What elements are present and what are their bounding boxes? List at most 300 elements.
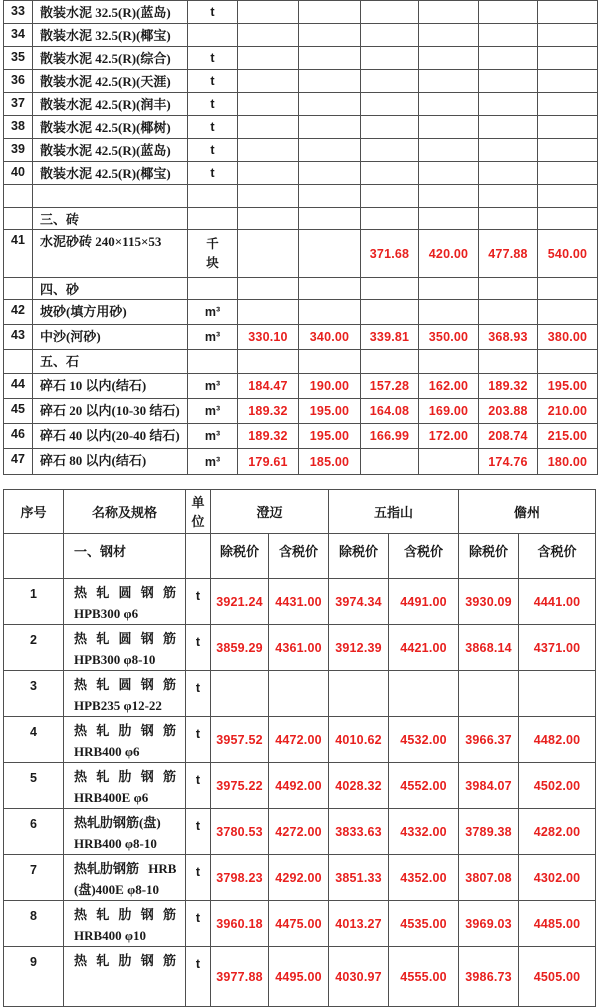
price-cell [479,300,538,325]
price-cell [299,350,361,374]
price-cell: 4492.00 [269,763,329,809]
price-cell: 350.00 [419,325,479,350]
unit-cell [188,300,238,325]
price-cell: 157.28 [361,374,419,399]
unit-label: m³ [204,379,221,393]
steel-name-cell [64,671,186,717]
unit-cell [188,399,238,424]
row-number-cell: 35 [4,47,33,70]
price-cell [419,1,479,24]
price-cell: 4472.00 [269,717,329,763]
price-cell: 477.88 [479,230,538,278]
steel-name-cell [64,763,186,809]
material-row [4,116,598,139]
material-name-cell: 散装水泥 32.5(R)(椰宝) [33,24,188,47]
price-cell: 3912.39 [329,625,389,671]
material-name-cell: 碎石 10 以内(结石) [33,374,188,399]
price-cell [419,185,479,208]
steel-name-line2: HPB300 φ6 [74,606,139,621]
price-cell: 185.00 [299,449,361,475]
steel-name-line1: 热 轧 肋 钢 筋 [74,953,177,968]
price-cell [299,139,361,162]
material-row [4,399,598,424]
steel-row [4,625,596,671]
price-cell: 420.00 [419,230,479,278]
price-cell [538,278,598,300]
price-cell: 4028.32 [329,763,389,809]
material-name-cell: 碎石 20 以内(10-30 结石) [33,399,188,424]
price-cell: 174.76 [479,449,538,475]
section-label-steel: 一、钢材 [64,534,186,579]
price-cell: 3986.73 [459,947,519,1007]
price-cell [238,70,299,93]
row-number-cell: 38 [4,116,33,139]
material-name-cell: 中沙(河砂) [33,325,188,350]
price-cell: 339.81 [361,325,419,350]
price-cell [479,116,538,139]
price-cell [519,671,596,717]
row-number-cell: 1 [4,579,64,625]
price-cell: 4535.00 [389,901,459,947]
steel-name-line1: 热 轧 肋 钢 筋 [74,907,177,922]
price-cell [299,70,361,93]
price-cell [538,139,598,162]
header-price-incl-tax: 含税价 [269,534,329,579]
material-row [4,230,598,278]
price-cell: 368.93 [479,325,538,350]
header-city-chengmai: 澄迈 [211,490,329,534]
price-cell: 380.00 [538,325,598,350]
steel-name-line1: 热 轧 圆 钢 筋 [74,585,177,600]
price-cell [238,278,299,300]
price-cell [538,350,598,374]
steel-name-line2: HRB400 φ6 [74,744,140,759]
section-row [4,208,598,230]
header-unit-label: 单位 [191,494,205,529]
price-cell [419,116,479,139]
price-cell [361,1,419,24]
price-cell [361,300,419,325]
price-cell: 203.88 [479,399,538,424]
price-cell: 4282.00 [519,809,596,855]
price-cell [538,300,598,325]
row-number-cell: 4 [4,717,64,763]
material-name-cell [33,185,188,208]
price-cell [299,24,361,47]
row-number-cell [4,350,33,374]
price-cell: 4371.00 [519,625,596,671]
price-cell: 210.00 [538,399,598,424]
price-cell [419,139,479,162]
header-unit [186,490,211,534]
unit-label: t [210,166,215,180]
material-name-cell: 碎石 80 以内(结石) [33,449,188,475]
unit-label: t [210,143,215,157]
price-cell: 4013.27 [329,901,389,947]
price-cell: 3960.18 [211,901,269,947]
price-cell: 3969.03 [459,901,519,947]
row-number-cell: 43 [4,325,33,350]
material-row [4,93,598,116]
unit-label: t [210,51,215,65]
price-cell [238,1,299,24]
price-cell: 4505.00 [519,947,596,1007]
section-row [4,278,598,300]
header-row-price-types [4,534,596,579]
price-cell: 3780.53 [211,809,269,855]
header-price-excl-tax: 除税价 [211,534,269,579]
price-cell [361,24,419,47]
price-cell [479,278,538,300]
price-cell [238,162,299,185]
unit-cell [188,1,238,24]
price-cell: 3975.22 [211,763,269,809]
steel-name-line1: 热轧肋钢筋 HRB [74,861,177,876]
price-cell [361,350,419,374]
price-cell [269,671,329,717]
unit-cell [188,278,238,300]
price-cell: 3807.08 [459,855,519,901]
material-row [4,139,598,162]
row-number-cell: 2 [4,625,64,671]
steel-row [4,671,596,717]
row-number-cell: 36 [4,70,33,93]
price-cell [538,208,598,230]
steel-name-cell [64,855,186,901]
material-name-cell: 散装水泥 42.5(R)(润丰) [33,93,188,116]
unit-label: m³ [204,404,221,418]
price-cell [361,116,419,139]
material-row [4,47,598,70]
row-number-cell: 8 [4,901,64,947]
steel-name-line1: 热 轧 圆 钢 筋 [74,677,177,692]
unit-label: m³ [204,429,221,443]
price-cell: 4491.00 [389,579,459,625]
header-name-spec: 名称及规格 [64,490,186,534]
unit-cell: t [186,579,211,625]
price-cell: 4502.00 [519,763,596,809]
unit-cell [188,139,238,162]
price-cell: 3984.07 [459,763,519,809]
price-cell [538,162,598,185]
row-number-cell: 40 [4,162,33,185]
section-label-cell: 四、砂 [33,278,188,300]
material-name-cell: 散装水泥 42.5(R)(椰树) [33,116,188,139]
steel-name-line2: HRB400 φ10 [74,928,147,943]
unit-cell: t [186,901,211,947]
material-row [4,300,598,325]
unit-cell: t [186,671,211,717]
price-cell [299,1,361,24]
material-name-cell: 散装水泥 42.5(R)(蓝岛) [33,139,188,162]
price-cell: 340.00 [299,325,361,350]
steel-name-cell [64,947,186,1007]
price-cell [299,278,361,300]
price-cell [238,208,299,230]
price-cell [479,1,538,24]
price-cell [479,70,538,93]
row-number-cell: 6 [4,809,64,855]
price-cell: 3868.14 [459,625,519,671]
unit-cell: t [186,809,211,855]
price-cell: 3977.88 [211,947,269,1007]
header-city-wuzhishan: 五指山 [329,490,459,534]
price-cell [299,208,361,230]
header-price-excl-tax: 除税价 [459,534,519,579]
price-cell [479,162,538,185]
row-number-cell: 41 [4,230,33,278]
price-cell: 190.00 [299,374,361,399]
price-cell: 162.00 [419,374,479,399]
material-name-cell: 散装水泥 42.5(R)(综合) [33,47,188,70]
price-cell [238,93,299,116]
material-name-cell: 坡砂(填方用砂) [33,300,188,325]
unit-label: t [210,74,215,88]
row-number-cell: 44 [4,374,33,399]
unit-label: t [210,120,215,134]
price-cell: 180.00 [538,449,598,475]
row-number-cell [4,208,33,230]
price-cell [299,230,361,278]
price-cell: 4441.00 [519,579,596,625]
row-number-cell: 33 [4,1,33,24]
row-number-cell: 7 [4,855,64,901]
price-cell [538,24,598,47]
price-cell: 4292.00 [269,855,329,901]
price-cell [479,350,538,374]
price-cell: 169.00 [419,399,479,424]
price-cell: 4272.00 [269,809,329,855]
price-cell [419,24,479,47]
price-cell: 195.00 [538,374,598,399]
row-number-cell: 5 [4,763,64,809]
unit-cell [188,24,238,47]
price-cell [238,300,299,325]
header-serial: 序号 [4,490,64,534]
price-cell [238,116,299,139]
price-cell [538,185,598,208]
material-row [4,449,598,475]
row-number-cell [4,278,33,300]
unit-label: t [210,5,215,19]
row-number-cell: 46 [4,424,33,449]
material-name-cell: 散装水泥 32.5(R)(蓝岛) [33,1,188,24]
price-cell: 3833.63 [329,809,389,855]
row-number-cell: 34 [4,24,33,47]
steel-name-line2: HPB235 φ12-22 [74,698,162,713]
header-empty-cell [4,534,64,579]
section-row [4,350,598,374]
unit-cell [188,162,238,185]
price-cell: 189.32 [479,374,538,399]
price-cell: 4030.97 [329,947,389,1007]
price-cell [389,671,459,717]
section-label-cell: 五、石 [33,350,188,374]
price-cell: 215.00 [538,424,598,449]
price-cell: 172.00 [419,424,479,449]
price-cell: 164.08 [361,399,419,424]
unit-label: m³ [204,305,221,319]
steel-name-line2: HRB400 φ8-10 [74,836,157,851]
price-cell [299,93,361,116]
price-cell: 4302.00 [519,855,596,901]
price-cell [238,24,299,47]
material-name-cell: 散装水泥 42.5(R)(椰宝) [33,162,188,185]
unit-cell: t [186,717,211,763]
unit-label: 千块 [206,236,219,270]
price-cell: 3930.09 [459,579,519,625]
price-cell: 3859.29 [211,625,269,671]
steel-name-line1: 热轧肋钢筋(盘) [74,815,161,830]
price-cell: 330.10 [238,325,299,350]
unit-label: m³ [204,330,221,344]
material-row [4,162,598,185]
price-cell [479,47,538,70]
price-cell [238,139,299,162]
price-cell [361,278,419,300]
section-label-cell: 三、砖 [33,208,188,230]
price-cell [419,350,479,374]
unit-cell: t [186,763,211,809]
material-row [4,374,598,399]
header-city-danzhou: 儋州 [459,490,596,534]
steel-name-line2: HRB400E φ6 [74,790,149,805]
steel-name-cell [64,901,186,947]
price-cell: 3957.52 [211,717,269,763]
unit-cell: t [186,947,211,1007]
price-cell [538,116,598,139]
price-cell [479,185,538,208]
price-cell: 371.68 [361,230,419,278]
unit-cell [188,350,238,374]
unit-cell: t [186,625,211,671]
row-number-cell: 42 [4,300,33,325]
price-cell: 195.00 [299,424,361,449]
material-name-cell: 水泥砂砖 240×115×53 [33,230,188,278]
price-cell [299,116,361,139]
price-cell: 3789.38 [459,809,519,855]
header-price-excl-tax: 除税价 [329,534,389,579]
unit-cell [188,230,238,278]
price-cell: 189.32 [238,424,299,449]
materials-price-table-upper [3,0,598,475]
price-cell: 540.00 [538,230,598,278]
price-cell: 189.32 [238,399,299,424]
price-cell [299,47,361,70]
unit-cell [188,47,238,70]
row-number-cell: 3 [4,671,64,717]
material-row [4,24,598,47]
material-row [4,424,598,449]
steel-row [4,947,596,1007]
row-number-cell: 45 [4,399,33,424]
steel-name-line1: 热 轧 圆 钢 筋 [74,631,177,646]
price-cell [361,449,419,475]
material-name-cell: 散装水泥 42.5(R)(天涯) [33,70,188,93]
price-cell [419,70,479,93]
price-cell [479,24,538,47]
price-cell [419,300,479,325]
unit-cell [188,449,238,475]
steel-name-line1: 热 轧 肋 钢 筋 [74,769,177,784]
steel-row [4,855,596,901]
unit-cell [188,374,238,399]
header-price-incl-tax: 含税价 [389,534,459,579]
steel-name-line2: HPB300 φ8-10 [74,652,156,667]
price-cell: 3851.33 [329,855,389,901]
steel-row [4,763,596,809]
row-number-cell: 39 [4,139,33,162]
price-cell: 4421.00 [389,625,459,671]
price-cell [238,350,299,374]
price-cell: 4332.00 [389,809,459,855]
price-cell: 179.61 [238,449,299,475]
price-cell: 3921.24 [211,579,269,625]
price-cell [361,70,419,93]
price-cell: 3798.23 [211,855,269,901]
row-number-cell: 47 [4,449,33,475]
price-cell [538,47,598,70]
price-cell [299,185,361,208]
price-cell: 4431.00 [269,579,329,625]
price-cell [479,139,538,162]
steel-name-cell [64,809,186,855]
price-cell: 4475.00 [269,901,329,947]
unit-cell: t [186,855,211,901]
price-cell: 4555.00 [389,947,459,1007]
price-cell [238,185,299,208]
price-cell [361,139,419,162]
unit-cell [188,70,238,93]
unit-cell [188,208,238,230]
price-cell [299,162,361,185]
unit-label: t [210,97,215,111]
price-cell [419,208,479,230]
material-row [4,1,598,24]
header-price-incl-tax: 含税价 [519,534,596,579]
price-cell: 4552.00 [389,763,459,809]
spacer-row [4,185,598,208]
price-cell: 4010.62 [329,717,389,763]
material-name-cell: 碎石 40 以内(20-40 结石) [33,424,188,449]
price-cell: 3966.37 [459,717,519,763]
steel-name-cell [64,579,186,625]
price-cell: 4485.00 [519,901,596,947]
steel-name-cell [64,717,186,763]
steel-name-line2: (盘)400E φ8-10 [74,882,160,897]
price-cell: 195.00 [299,399,361,424]
price-cell [361,93,419,116]
steel-row [4,901,596,947]
price-cell: 166.99 [361,424,419,449]
price-cell [361,185,419,208]
unit-cell [188,325,238,350]
price-cell [361,47,419,70]
unit-label: m³ [204,454,221,469]
price-cell [479,208,538,230]
steel-name-line1: 热 轧 肋 钢 筋 [74,723,177,738]
steel-price-table-lower [3,489,596,1007]
price-cell: 3974.34 [329,579,389,625]
price-cell [538,93,598,116]
header-row-cities [4,490,596,534]
price-cell: 4482.00 [519,717,596,763]
price-cell [329,671,389,717]
steel-row [4,579,596,625]
steel-row [4,717,596,763]
price-cell [419,93,479,116]
price-cell [238,47,299,70]
